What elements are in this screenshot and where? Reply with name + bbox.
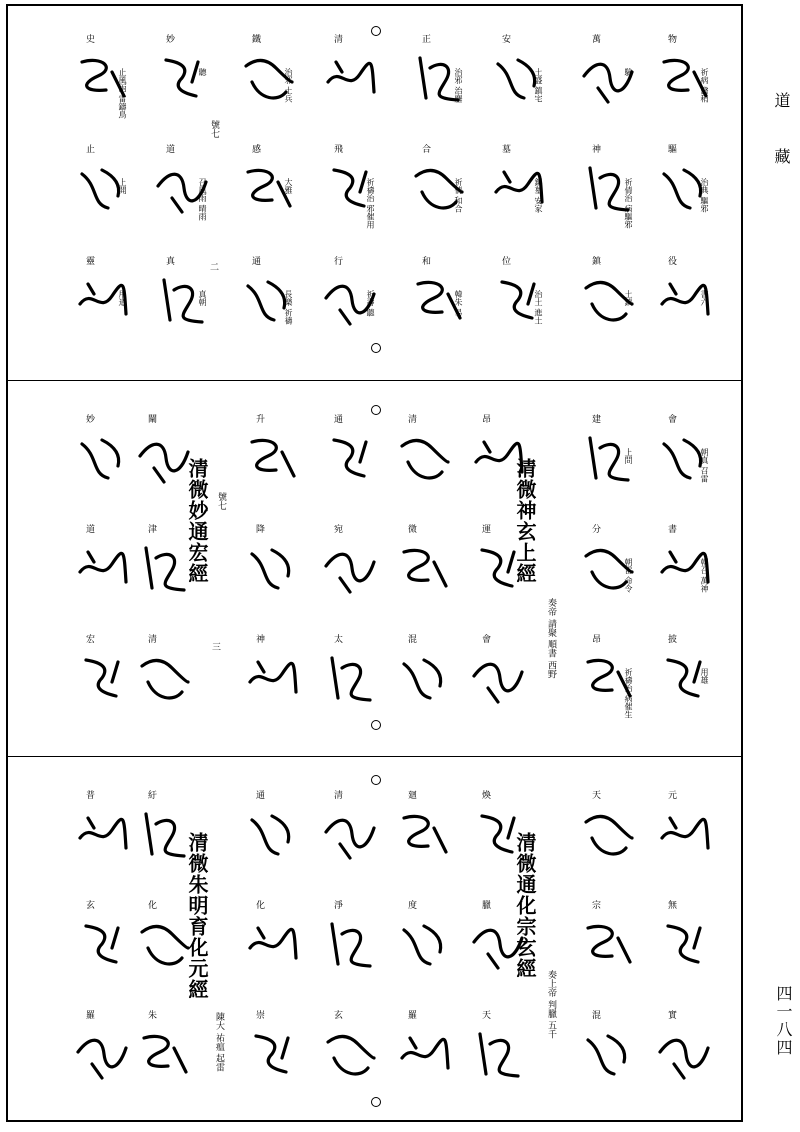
binding-hole <box>371 720 381 730</box>
talisman-name: 微 <box>406 524 416 533</box>
talisman-glyph <box>72 432 132 488</box>
talisman-annotation: 祈禱治 病催生 <box>624 668 633 719</box>
talisman-name: 化 <box>254 900 264 909</box>
talisman-name: 驅 <box>666 144 676 153</box>
talisman-glyph <box>320 432 380 488</box>
talisman-name: 混 <box>590 1010 600 1019</box>
talisman-annotation: 驗 <box>624 68 633 76</box>
talisman-name: 度 <box>406 900 416 909</box>
talisman-name: 宏 <box>84 634 94 643</box>
talisman-annotation: 上開 <box>118 178 127 194</box>
talisman-glyph <box>578 52 638 108</box>
talisman-glyph <box>654 918 714 974</box>
talisman-name: 書 <box>666 524 676 533</box>
talisman-glyph <box>72 542 132 598</box>
talisman-glyph <box>242 652 302 708</box>
talisman-glyph <box>394 652 454 708</box>
talisman-name: 鎮 <box>590 256 600 265</box>
talisman-glyph <box>242 542 302 598</box>
talisman-glyph <box>72 1028 132 1084</box>
talisman-name: 靈 <box>84 256 94 265</box>
talisman-name: 史 <box>84 34 94 43</box>
talisman-name: 玄 <box>84 900 94 909</box>
talisman-annotation: 祈壽 聽 <box>366 290 375 317</box>
talisman-name: 披 <box>666 634 676 643</box>
section-mark: 號七 <box>209 120 219 138</box>
talisman-glyph <box>242 808 302 864</box>
talisman-annotation: 召風雨 晴雨 <box>198 178 207 221</box>
title-note: 號七 <box>216 492 226 510</box>
talisman-annotation: 土盛 鎮宅 <box>534 68 543 103</box>
talisman-glyph <box>72 652 132 708</box>
talisman-name: 元 <box>666 790 676 799</box>
talisman-annotation: 大雅 <box>284 178 293 194</box>
margin-page-number: 四一八四 <box>774 985 793 1057</box>
talisman-name: 會 <box>666 414 676 423</box>
talisman-name: 宛 <box>332 524 342 533</box>
talisman-name: 神 <box>254 634 264 643</box>
talisman-annotation: 朝雷 命令 <box>624 558 633 593</box>
talisman-annotation: 真朝 <box>198 290 207 306</box>
talisman-name: 無 <box>666 900 676 909</box>
talisman-glyph <box>394 432 454 488</box>
talisman-annotation: 祈禱治 邪催用 <box>366 178 375 229</box>
talisman-glyph <box>242 918 302 974</box>
talisman-annotation: 治邪 土兵 <box>284 68 293 103</box>
talisman-glyph <box>72 918 132 974</box>
talisman-name: 墓 <box>500 144 510 153</box>
talisman-glyph <box>152 52 212 108</box>
talisman-glyph <box>320 808 380 864</box>
talisman-name: 升 <box>254 414 264 423</box>
margin-collection-label: 道藏 <box>772 92 791 204</box>
talisman-name: 運 <box>480 524 490 533</box>
talisman-glyph <box>320 918 380 974</box>
talisman-glyph <box>468 1028 528 1084</box>
talisman-glyph <box>320 1028 380 1084</box>
talisman-annotation: 祈倩 和合 <box>454 178 463 213</box>
talisman-name: 物 <box>666 34 676 43</box>
talisman-glyph <box>468 652 528 708</box>
talisman-glyph <box>320 652 380 708</box>
binding-hole <box>371 775 381 785</box>
talisman-name: 妙 <box>84 414 94 423</box>
talisman-name: 臘 <box>480 900 490 909</box>
talisman-name: 安 <box>500 34 510 43</box>
talisman-annotation: 止風兩 雷鑄鳥 <box>118 68 127 119</box>
talisman-name: 天 <box>480 1010 490 1019</box>
talisman-glyph <box>320 52 380 108</box>
talisman-name: 和 <box>420 256 430 265</box>
talisman-name: 清 <box>332 790 342 799</box>
talisman-annotation: 用雄 <box>700 668 709 684</box>
talisman-name: 普 <box>84 790 94 799</box>
talisman-name: 道 <box>164 144 174 153</box>
panel-divider <box>8 756 743 757</box>
talisman-glyph <box>394 542 454 598</box>
talisman-name: 鐵 <box>250 34 260 43</box>
talisman-name: 混 <box>406 634 416 643</box>
talisman-name: 淨 <box>332 900 342 909</box>
talisman-annotation: 朝真 召雷 <box>700 448 709 483</box>
talisman-name: 昂 <box>590 634 600 643</box>
talisman-annotation: 祈病 醫稍 <box>700 68 709 103</box>
section-mark: 三 <box>212 643 222 653</box>
talisman-name: 清 <box>332 34 342 43</box>
talisman-annotation: 朝召 萬神 <box>700 558 709 593</box>
talisman-annotation: 用道 <box>118 290 127 306</box>
talisman-name: 位 <box>500 256 510 265</box>
talisman-name: 紆 <box>146 790 156 799</box>
binding-hole <box>371 405 381 415</box>
title-note: 奏帝 請聚 順書 西野 <box>546 598 556 679</box>
scripture-title: 清微神玄上經 <box>513 458 537 584</box>
talisman-name: 廻 <box>406 790 416 799</box>
talisman-name: 清 <box>406 414 416 423</box>
talisman-name: 會 <box>480 634 490 643</box>
scripture-title: 清微朱明育化元經 <box>185 832 209 1000</box>
talisman-glyph <box>134 652 194 708</box>
talisman-annotation: 土鎮 <box>624 290 633 306</box>
talisman-name: 神 <box>590 144 600 153</box>
talisman-glyph <box>654 1028 714 1084</box>
talisman-glyph <box>72 808 132 864</box>
talisman-name: 實 <box>666 1010 676 1019</box>
talisman-annotation: 聽 <box>198 68 207 76</box>
talisman-name: 通 <box>332 414 342 423</box>
talisman-glyph <box>394 808 454 864</box>
talisman-name: 合 <box>420 144 430 153</box>
talisman-glyph <box>578 918 638 974</box>
talisman-name: 天 <box>590 790 600 799</box>
talisman-name: 萬 <box>590 34 600 43</box>
talisman-name: 正 <box>420 34 430 43</box>
talisman-name: 飛 <box>332 144 342 153</box>
talisman-name: 昂 <box>480 414 490 423</box>
talisman-name: 崇 <box>254 1010 264 1019</box>
talisman-name: 化 <box>146 900 156 909</box>
talisman-name: 宗 <box>590 900 600 909</box>
talisman-glyph <box>242 1028 302 1084</box>
talisman-name: 清 <box>146 634 156 643</box>
talisman-annotation: 上問 <box>624 448 633 464</box>
talisman-glyph <box>242 432 302 488</box>
talisman-name: 建 <box>590 414 600 423</box>
talisman-glyph <box>320 542 380 598</box>
talisman-name: 分 <box>590 524 600 533</box>
talisman-annotation: 治典 驅邪 <box>700 178 709 213</box>
talisman-name: 役 <box>666 256 676 265</box>
talisman-glyph <box>654 808 714 864</box>
panel-divider <box>8 380 743 381</box>
talisman-glyph <box>394 1028 454 1084</box>
section-mark: 二 <box>210 263 220 273</box>
talisman-name: 煥 <box>480 790 490 799</box>
talisman-annotation: 治邪 治鏖 <box>454 68 463 103</box>
talisman-name: 感 <box>250 144 260 153</box>
talisman-annotation: 書六 <box>700 290 709 306</box>
talisman-name: 行 <box>332 256 342 265</box>
talisman-name: 止 <box>84 144 94 153</box>
talisman-name: 太 <box>332 634 342 643</box>
scripture-title: 清微妙通宏經 <box>185 458 209 584</box>
talisman-glyph <box>134 1028 194 1084</box>
talisman-name: 羅 <box>84 1010 94 1019</box>
talisman-annotation: 祈倩治 病驅邪 <box>624 178 633 229</box>
talisman-annotation: 長樂 祈禱 <box>284 290 293 325</box>
talisman-name: 通 <box>254 790 264 799</box>
talisman-name: 朱 <box>146 1010 156 1019</box>
talisman-name: 玄 <box>332 1010 342 1019</box>
talisman-name: 羅 <box>406 1010 416 1019</box>
binding-hole <box>371 26 381 36</box>
talisman-name: 降 <box>254 524 264 533</box>
talisman-name: 闡 <box>146 414 156 423</box>
talisman-name: 津 <box>146 524 156 533</box>
binding-hole <box>371 343 381 353</box>
talisman-name: 通 <box>250 256 260 265</box>
talisman-glyph <box>578 808 638 864</box>
talisman-name: 真 <box>164 256 174 265</box>
talisman-annotation: 鎮墓 安家 <box>534 178 543 213</box>
talisman-glyph <box>394 918 454 974</box>
talisman-glyph <box>578 1028 638 1084</box>
binding-hole <box>371 1097 381 1107</box>
title-note: 陳大 祐瘟 起雷 <box>214 1012 224 1072</box>
talisman-annotation: 韓朱 易 <box>454 290 463 317</box>
talisman-annotation: 治土 進土 <box>534 290 543 325</box>
talisman-name: 妙 <box>164 34 174 43</box>
scripture-title: 清微通化宗玄經 <box>513 832 537 979</box>
talisman-name: 道 <box>84 524 94 533</box>
title-note: 奏上帝 判臘 五千 <box>546 970 556 1039</box>
